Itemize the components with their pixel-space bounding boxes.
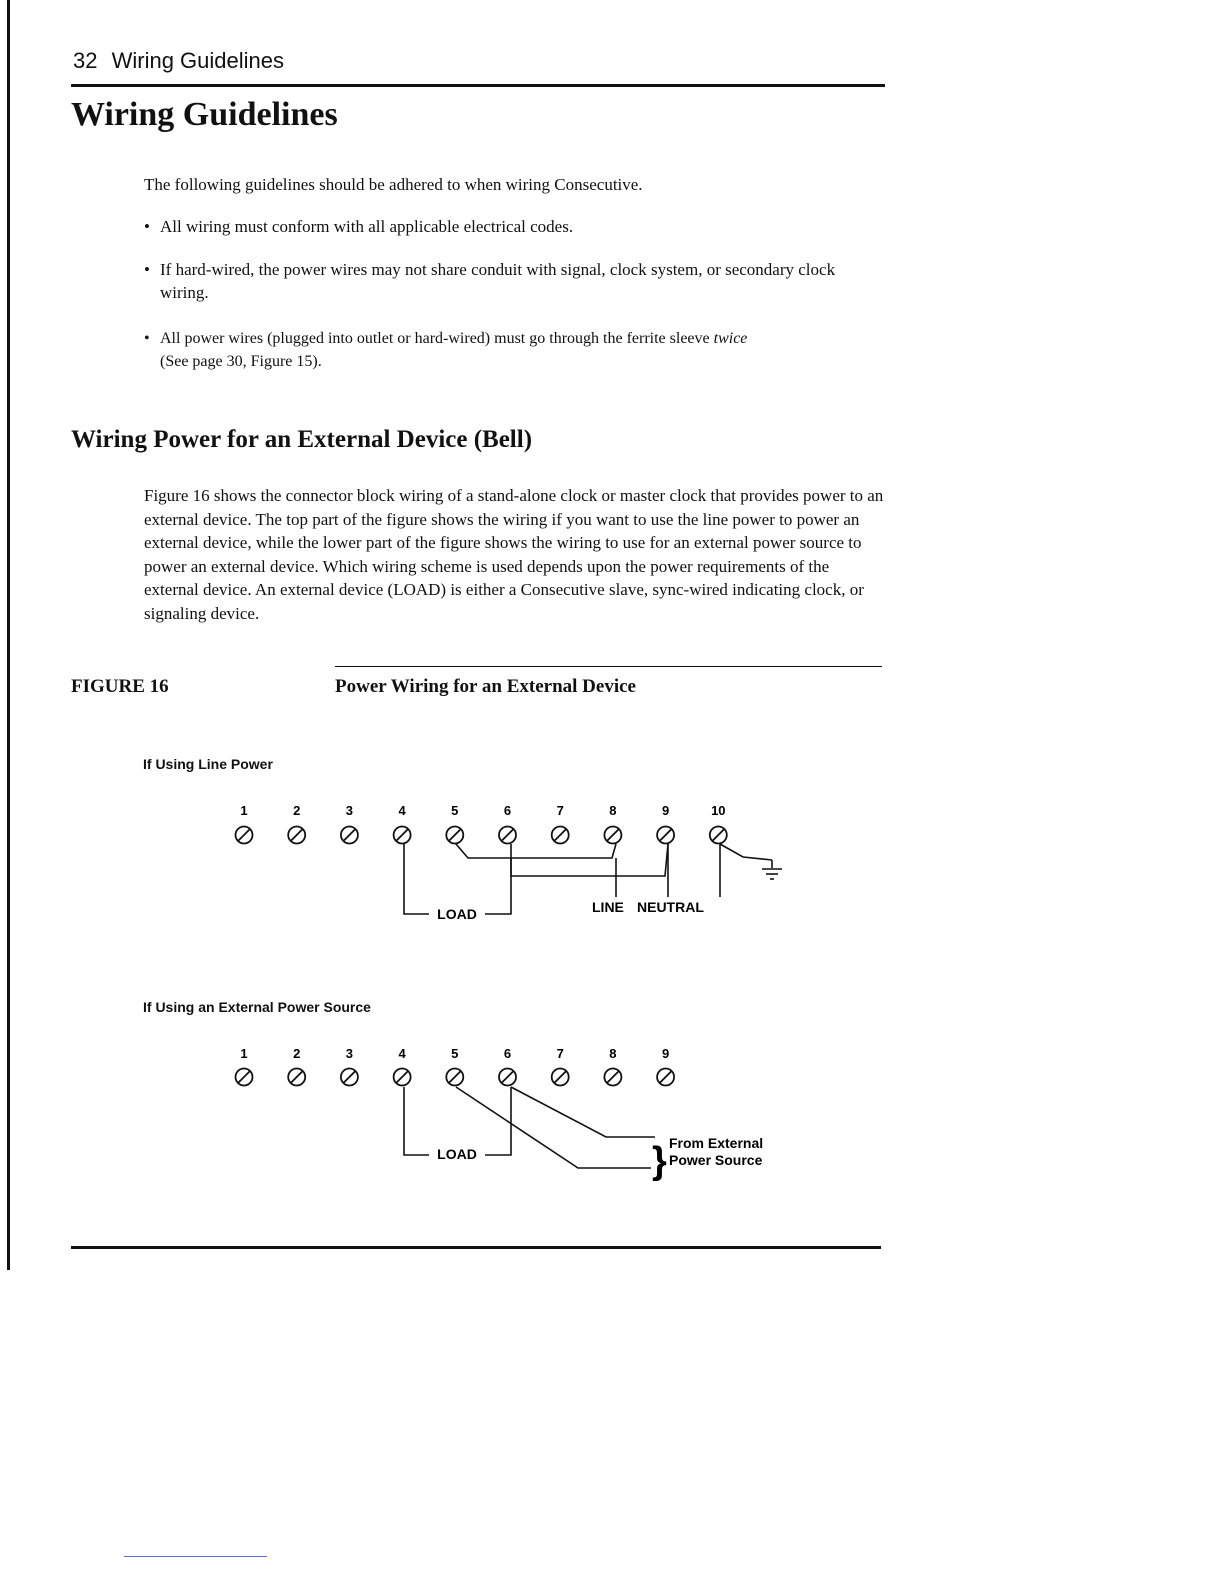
running-header-title: Wiring Guidelines <box>111 48 285 73</box>
terminal-number-label: 5 <box>451 803 459 818</box>
external-power-terminal-block <box>236 1046 675 1086</box>
terminal-slash-icon <box>449 829 461 841</box>
terminal-number-label: 5 <box>451 1046 459 1061</box>
terminal-number-label: 1 <box>240 803 248 818</box>
terminal-slash-icon <box>291 829 303 841</box>
terminal-slash-icon <box>343 829 355 841</box>
neutral-jumper-wire <box>511 844 668 876</box>
load-label: LOAD <box>437 906 477 922</box>
figure-title: Power Wiring for an External Device <box>335 676 636 697</box>
terminal-number-label: 2 <box>293 1046 301 1061</box>
ground-icon <box>762 869 782 879</box>
line-power-caption: If Using Line Power <box>143 756 273 772</box>
terminal-slash-icon <box>660 829 672 841</box>
terminal-slash-icon <box>396 829 408 841</box>
load-label: LOAD <box>437 1146 477 1162</box>
terminal-number-label: 7 <box>556 803 564 818</box>
terminal-slash-icon <box>238 829 250 841</box>
terminal-slash-icon <box>502 1071 514 1083</box>
terminal-slash-icon <box>343 1071 355 1083</box>
ground-wire <box>720 844 772 860</box>
list-item: • All wiring must conform with all applicable electrical codes. <box>144 217 574 236</box>
terminal-number-label: 1 <box>240 1046 248 1061</box>
terminal-slash-icon <box>502 829 514 841</box>
terminal-number-label: 9 <box>661 1046 670 1061</box>
list-item: • All power wires (plugged into outlet or hard-wired) must go through the ferrite sleeve twice (See page 30, Figure 15). <box>144 329 748 370</box>
line-jumper-wire <box>456 844 616 858</box>
terminal-number-label: 4 <box>398 1046 406 1061</box>
list-item-text: (See page 30, Figure 15). <box>160 353 322 370</box>
footer-rule <box>71 1246 881 1249</box>
section-heading: Wiring Power for an External Device (Bell) <box>71 426 533 453</box>
terminal-slash-icon <box>291 1071 303 1083</box>
terminal-slash-icon <box>607 1071 619 1083</box>
emphasis-text: twice <box>713 329 748 347</box>
line-power-wires <box>404 844 772 914</box>
terminal-slash-icon <box>554 829 566 841</box>
terminal-slash-icon <box>238 1071 250 1083</box>
list-item-text: All wiring must conform with all applicable electrical codes. <box>160 217 574 236</box>
terminal-slash-icon <box>396 1071 408 1083</box>
terminal-number-label: 2 <box>293 803 301 818</box>
terminal-number-label: 8 <box>609 803 617 818</box>
terminal-slash-icon <box>449 1071 461 1083</box>
terminal-number-label: 9 <box>661 803 670 818</box>
source-label-line2: Power Source <box>669 1152 763 1168</box>
list-item-text: All power wires (plugged into outlet or hard-wired) must go through the ferrite sleeve <box>160 329 710 347</box>
list-item: • If hard-wired, the power wires may not share conduit with signal, clock system, or secondary clock wiring. <box>144 259 836 302</box>
terminal-slash-icon <box>712 829 724 841</box>
source-wire-upper <box>511 1087 655 1137</box>
source-wire-lower <box>456 1087 651 1168</box>
terminal-number-label: 3 <box>345 1046 354 1061</box>
neutral-label: NEUTRAL <box>637 899 704 915</box>
page-number: 32 <box>73 48 98 73</box>
terminal-number-label: 8 <box>609 1046 617 1061</box>
brace-icon: } <box>652 1140 667 1182</box>
page-title: Wiring Guidelines <box>71 96 338 133</box>
section-paragraph: Figure 16 shows the connector block wiring of a stand-alone clock or master clock that provides power to an external device. The top part of the figure shows the wiring if you want to use the line power to power an external device, while the lower part of the figure shows the wiring to use for an external power source to power an external device. Which wiring scheme is used depends upon the power requirements of the external device. An external device (LOAD) is either a Consecutive slave, sync-wired indicating clock, or signaling device. <box>144 486 884 623</box>
terminal-number-label: 6 <box>503 1046 512 1061</box>
terminal-slash-icon <box>607 829 619 841</box>
terminal-number-label: 6 <box>503 803 512 818</box>
line-label: LINE <box>592 899 624 915</box>
scan-artifact-line <box>124 1556 267 1557</box>
terminal-number-label: 4 <box>398 803 406 818</box>
terminal-number-label: 7 <box>556 1046 564 1061</box>
line-power-terminal-block <box>236 803 727 844</box>
external-power-caption: If Using an External Power Source <box>143 999 371 1015</box>
terminal-slash-icon <box>660 1071 672 1083</box>
load-wire-left <box>404 1087 429 1155</box>
intro-paragraph: The following guidelines should be adhered to when wiring Consecutive. <box>144 175 643 194</box>
list-item-text: If hard-wired, the power wires may not share conduit with signal, clock system, or secondary clock wiring. <box>160 259 836 302</box>
terminal-number-label: 3 <box>345 803 354 818</box>
load-wire-left <box>404 844 429 914</box>
load-wire-right <box>485 844 511 914</box>
source-label-line1: From External <box>669 1135 764 1151</box>
terminal-number-label: 10 <box>711 803 726 818</box>
terminal-slash-icon <box>554 1071 566 1083</box>
figure-label: FIGURE 16 <box>71 676 169 697</box>
